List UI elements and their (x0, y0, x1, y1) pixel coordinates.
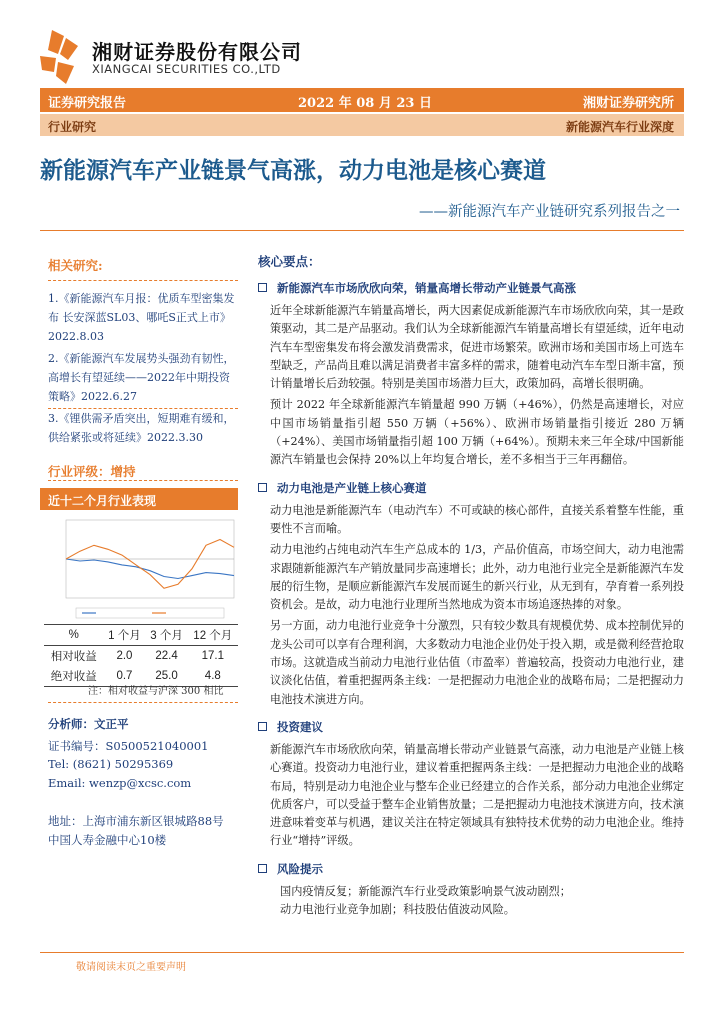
paragraph: 近年全球新能源汽车销量高增长，两大因素促成新能源汽车市场欣欣向荣，其一是政策驱动，其二是产品驱动。我们认为全球新能源汽车销量高增长有望延续，近年电动汽车车型密集发布将会激发消费需求，促进市场繁荣。欧洲市场和美国市场上可选车型缺乏，产品尚且难以满足消费者丰富多样的需求，随着电动汽车车型日渐丰富，预计销量增长后劲较强。特别是美国市场潜力巨大，政策加码，高增长很明确。 (270, 304, 684, 391)
company-name-en: XIANGCAI SECURITIES CO.,LTD (92, 62, 281, 76)
legend-box (76, 608, 224, 618)
title-divider (40, 230, 684, 231)
related-item: 2.《新能源汽车发展势头强劲有韧性，高增长有望延续——2022年中期投资策略》2022.6.27 (48, 352, 235, 403)
phone: Tel: (8621) 50295369 (48, 757, 174, 771)
section-body (270, 502, 684, 709)
paragraph: 动力电池是新能源汽车（电动汽车）不可或缺的核心部件，直接关系着整车性能，重要性不言而喻。 (270, 503, 684, 535)
paragraph: 预计 2022 年全球新能源汽车销量超 990 万辆（+46%），仍然是高速增长，对应中国市场销量指引超 550 万辆（+56%）、欧洲市场销量指引接近 280 万辆（+24%）、美国市场销量指引超 100 万辆（+64%）。预期未来三年全球/中国新能源汽车销量也会保持 20%以上年均复合增长，差不多相当于三年再翻倍。 (270, 398, 684, 467)
paragraph: 国内疫情反复；新能源汽车行业受政策影响景气波动剧烈； (280, 884, 571, 898)
related-research (48, 256, 238, 450)
perf-heading: 近十二个月行业表现 (40, 488, 238, 510)
checkbox-bullet-icon (258, 483, 267, 492)
section-heading (258, 480, 684, 496)
row-label: 相对收益 (50, 651, 97, 663)
checkbox-bullet-icon (258, 283, 267, 292)
research-category: 行业研究 (48, 120, 97, 134)
company-name-cn: 湘财证券股份有限公司 (92, 40, 302, 64)
section-body (270, 302, 684, 470)
section-heading (258, 861, 684, 877)
section-body (280, 883, 684, 920)
section-title: 投资建议 (277, 719, 323, 734)
key-points-heading: 核心要点： (258, 254, 321, 269)
xiangcai-logo-icon (40, 30, 80, 84)
paragraph: 另一方面，动力电池行业竞争十分激烈，只有较少数具有规模优势、成本控制优异的龙头公司可以享有合理利润，大多数动力电池企业仍处于投入期，或是微利经营抢取市场。这就造成当前动力电池行业估值（市盈率）普遍较高，投资动力电池行业，建议淡化估值，着重把握两条主线：一是把握动力电池企业的战略布局；二是把握动力电池技术演进方向。 (270, 619, 684, 706)
series-line (66, 540, 234, 589)
footer-divider (40, 952, 684, 953)
cell: 25.0 (146, 666, 188, 687)
address-line2: 中国人寿金融中心10楼 (48, 833, 167, 847)
perf-note: 注：相对收益与沪深 300 相比 (88, 686, 224, 697)
cell: 17.1 (201, 650, 224, 662)
section-heading (258, 280, 684, 296)
report-date: 2022 年 08 月 23 日 (298, 96, 432, 111)
divider (48, 480, 238, 481)
footer-disclaimer[interactable]: 敬请阅读末页之重要声明 (76, 962, 186, 973)
section-heading (258, 719, 684, 735)
paragraph: 动力电池行业竞争加剧；科技股估值波动风险。 (280, 903, 515, 917)
perf-table (44, 624, 238, 687)
related-heading: 相关研究: (48, 256, 238, 281)
analyst (48, 716, 129, 732)
header-cell: 3 个月 (146, 625, 188, 646)
divider (48, 408, 238, 409)
main-content (258, 252, 684, 919)
institute-name: 湘财证券研究所 (582, 96, 674, 111)
cell: 0.7 (103, 666, 145, 687)
paragraph: 动力电池约占纯电动汽车生产总成本的 1/3，产品价值高，市场空间大，动力电池需求跟随新能源汽车产销放量同步高速增长；此外，动力电池行业完全是新能源汽车发展的衍生物，是顺应新能源汽车发展而诞生的新兴行业，从无到有，孕育着一系列投资机会。是故，动力电池行业理所当然地成为资本市场追逐热捧的对象。 (270, 543, 684, 612)
report-series: 新能源汽车行业深度 (565, 120, 674, 134)
performance-chart (44, 512, 238, 624)
related-item: 1.《新能源汽车月报：优质车型密集发布 长安深蓝SL03、哪吒S正式上市》2022.8.03 (48, 292, 235, 343)
cell: 22.4 (155, 650, 178, 662)
related-item: 3.《锂供需矛盾突出，短期难有缓和，供给紧张或将延续》2022.3.30 (48, 412, 235, 444)
cell: 2.0 (116, 650, 133, 662)
analyst-name: 分析师：文正平 (48, 717, 129, 731)
address-line1: 地址：上海市浦东新区银城路88号 (48, 814, 224, 828)
checkbox-bullet-icon (258, 864, 267, 873)
section-title: 动力电池是产业链上核心赛道 (277, 480, 427, 495)
section-title: 风险提示 (277, 861, 323, 876)
paragraph: 新能源汽车市场欣欣向荣，销量高增长带动产业链景气高涨，动力电池是产业链上核心赛道。投资动力电池行业，建议着重把握两条主线：一是把握动力电池企业的战略布局，特别是动力电池企业与整车企业已经建立的合作关系，部分动力电池企业绑定优质客户，可以受益于整车企业销售放量；二是把握动力电池技术演进方向，技术演进意味着变革与机遇，建议关注在特定领域具有独特技术优势的动力电池企业。维持行业“增持”评级。 (270, 742, 684, 848)
header-cell: % (44, 625, 103, 646)
report-subtitle: ——新能源汽车产业链研究系列报告之一 (419, 204, 680, 220)
divider (48, 702, 238, 703)
related-list (48, 289, 238, 447)
header-cell: 1 个月 (103, 625, 145, 646)
section-title: 新能源汽车市场欣欣向荣，销量高增长带动产业链景气高涨 (277, 281, 576, 295)
perf-table-header (44, 625, 238, 646)
table-row (44, 646, 238, 667)
cell: 4.8 (188, 666, 238, 687)
subheader-band (40, 114, 684, 136)
email[interactable]: Email: wenzp@xcsc.com (48, 776, 192, 790)
report-type: 证券研究报告 (48, 96, 127, 111)
header-cell: 12 个月 (188, 625, 238, 646)
industry-rating: 行业评级：增持 (48, 464, 136, 479)
section-body (270, 741, 684, 851)
series-line (66, 559, 234, 579)
report-title: 新能源汽车产业链景气高涨，动力电池是核心赛道 (40, 158, 546, 184)
row-label: 绝对收益 (44, 666, 103, 687)
header-band (40, 88, 684, 112)
checkbox-bullet-icon (258, 722, 267, 731)
cert-number: 证书编号：S0500521040001 (48, 739, 209, 753)
